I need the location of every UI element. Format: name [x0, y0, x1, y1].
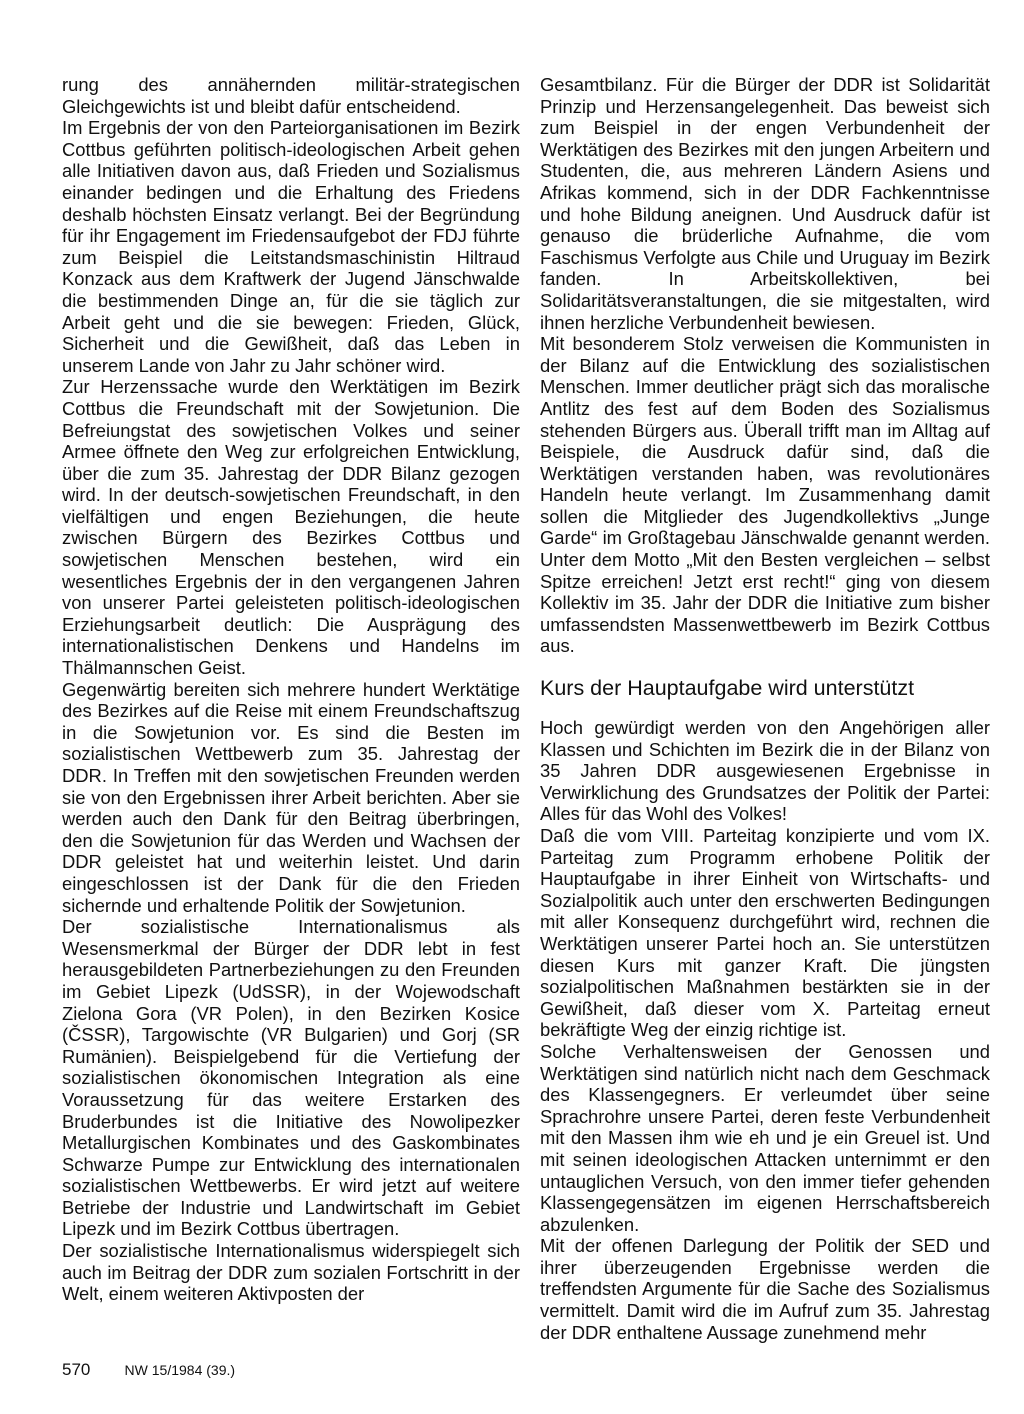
paragraph: Mit der offenen Darlegung der Politik der SED und ihrer überzeugenden Ergebnisse werden die treffendsten Argumente für die Sache des Sozialismus vermittelt. Damit wird die im Aufruf zum 35. Jahrestag der DDR enthaltene Aussage zunehmend mehr — [540, 1235, 990, 1343]
right-column — [540, 74, 990, 1343]
issue-reference: NW 15/1984 (39.) — [124, 1362, 236, 1378]
paragraph: Im Ergebnis der von den Parteiorganisationen im Bezirk Cottbus geführten politisch-ideologischen Arbeit gehen alle Initiativen davon aus, daß Frieden und Sozialismus einander bedingen und die Erhaltung des Friedens deshalb höchsten Einsatz verlangt. Bei der Begründung für ihr Engagement im Friedensaufgebot der FDJ führte zum Beispiel die Leitstandsmaschinistin Hiltraud Konzack aus dem Kraftwerk der Jugend Jänschwalde die bestimmenden Dinge an, für die sie täglich zur Arbeit geht und die sie bewegen: Frieden, Glück, Sicherheit und die Gewißheit, daß das Leben in unserem Lande von Jahr zu Jahr schöner wird. — [62, 117, 520, 376]
paragraph: Zur Herzenssache wurde den Werktätigen im Bezirk Cottbus die Freundschaft mit der Sowjetunion. Die Befreiungstat des sowjetischen Volkes und seiner Armee öffnete den Weg zur erfolgreichen Entwicklung, über die zum 35. Jahrestag der DDR Bilanz gezogen wird. In der deutsch-sowjetischen Freundschaft, in den vielfältigen und engen Beziehungen, die heute zwischen Bürgern des Bezirkes Cottbus und sowjetischen Menschen bestehen, wird ein wesentliches Ergebnis der in den vergangenen Jahren von unserer Partei geleisteten politisch-ideologischen Erziehungsarbeit deutlich: Die Ausprägung des internationalistischen Denkens und Handelns im Thälmannschen Geist. — [62, 376, 520, 679]
page-footer — [62, 1361, 235, 1380]
paragraph: Gegenwärtig bereiten sich mehrere hundert Werktätige des Bezirkes auf die Reise mit einem Freundschaftszug in die Sowjetunion vor. Es sind die Besten im sozialistischen Wettbewerb zum 35. Jahrestag der DDR. In Treffen mit den sowjetischen Freunden werden sie von den Ergebnissen ihrer Arbeit berichten. Aber sie werden auch den Dank für den Beitrag überbringen, den die Sowjetunion für das Werden und Wachsen der DDR geleistet hat und weiterhin leistet. Und darin eingeschlossen ist der Dank für die den Frieden sichernde und erhaltende Politik der Sowjetunion. — [62, 678, 520, 916]
paragraph: Der sozialistische Internationalismus widerspiegelt sich auch im Beitrag der DDR zum sozialen Fortschritt in der Welt, einem weiteren Aktivposten der — [62, 1240, 520, 1305]
left-column — [62, 74, 520, 1305]
section-heading: Kurs der Hauptaufgabe wird unterstützt — [540, 676, 915, 701]
paragraph: Hoch gewürdigt werden von den Angehörigen aller Klassen und Schichten im Bezirk die in der Bilanz von 35 Jahren DDR ausgewiesenen Ergebnisse in Verwirklichung des Grundsatzes der Politik der Partei: Alles für das Wohl des Volkes! — [540, 717, 990, 825]
paragraph: rung des annähernden militär-strategischen Gleichgewichts ist und bleibt dafür entscheidend. — [62, 74, 520, 117]
paragraph: Der sozialistische Internationalismus als Wesensmerkmal der Bürger der DDR lebt in fest herausgebildeten Partnerbeziehungen zu den Freunden im Gebiet Lipezk (UdSSR), in der Wojewodschaft Zielona Gora (VR Polen), in den Bezirken Kosice (ČSSR), Targowischte (VR Bulgarien) und Gorj (SR Rumänien). Beispielgebend für die Vertiefung der sozialistischen ökonomischen Integration als eine Voraussetzung für das weitere Erstarken des Bruderbundes ist die Initiative des Nowolipezker Metallurgischen Kombinates und des Gaskombinates Schwarze Pumpe zur Entwicklung des internationalen sozialistischen Wettbewerbs. Er wird jetzt auf weitere Betriebe der Industrie und Landwirtschaft im Gebiet Lipezk und im Bezirk Cottbus übertragen. — [62, 916, 520, 1240]
paragraph: Solche Verhaltensweisen der Genossen und Werktätigen sind natürlich nicht nach dem Geschmack des Klassengegners. Er verleumdet über seine Sprachrohre unsere Partei, deren feste Verbundenheit mit den Massen ihm wie eh und je ein Greuel ist. Und mit seinen ideologischen Attacken unternimmt er den untauglichen Versuch, von den immer tiefer gehenden Klassengegensätzen im eigenen Herrschaftsbereich abzulenken. — [540, 1040, 990, 1235]
paragraph: Mit besonderem Stolz verweisen die Kommunisten in der Bilanz auf die Entwicklung des sozialistischen Menschen. Immer deutlicher prägt sich das moralische Antlitz des fest auf dem Boden des Sozialismus stehenden Bürgers aus. Überall trifft man im Alltag auf Beispiele, die Ausdruck dafür sind, daß die Werktätigen verstanden haben, was revolutionäres Handeln heute verlangt. Im Zusammenhang damit sollen die Mitglieder des Jugendkollektivs „Junge Garde“ im Großtagebau Jänschwalde genannt werden. Unter dem Motto „Mit den Besten vergleichen – selbst Spitze erreichen! Jetzt erst recht!“ ging von diesem Kollektiv im 35. Jahr der DDR die Initiative zum bisher umfassendsten Massenwettbewerb im Bezirk Cottbus aus. — [540, 333, 990, 657]
paragraph: Gesamtbilanz. Für die Bürger der DDR ist Solidarität Prinzip und Herzensangelegenheit. Das beweist sich zum Beispiel in der engen Verbundenheit der Werktätigen des Bezirkes mit den jungen Arbeitern und Studenten, die, aus mehreren Ländern Asiens und Afrikas kommend, sich in der DDR Fachkenntnisse und hohe Bildung aneignen. Und Ausdruck dafür ist genauso die brüderliche Aufnahme, die vom Faschismus Verfolgte aus Chile und Uruguay im Bezirk fanden. In Arbeitskollektiven, bei Solidaritätsveranstaltungen, die sie mitgestalten, wird ihnen herzliche Verbundenheit bewiesen. — [540, 74, 990, 333]
paragraph: Daß die vom VIII. Parteitag konzipierte und vom IX. Parteitag zum Programm erhobene Politik der Hauptaufgabe in ihrer Einheit von Wirtschafts- und Sozialpolitik auch unter den erschwerten Bedingungen mit aller Konsequenz durchgeführt wird, rechnen die Werktätigen unserer Partei hoch an. Sie unterstützen diesen Kurs mit ganzer Kraft. Die jüngsten sozialpolitischen Maßnahmen bestärkten sie in der Gewißheit, daß dieser vom X. Parteitag erneut bekräftigte Weg der einzig richtige ist. — [540, 825, 990, 1041]
page-number: 570 — [62, 1360, 91, 1379]
